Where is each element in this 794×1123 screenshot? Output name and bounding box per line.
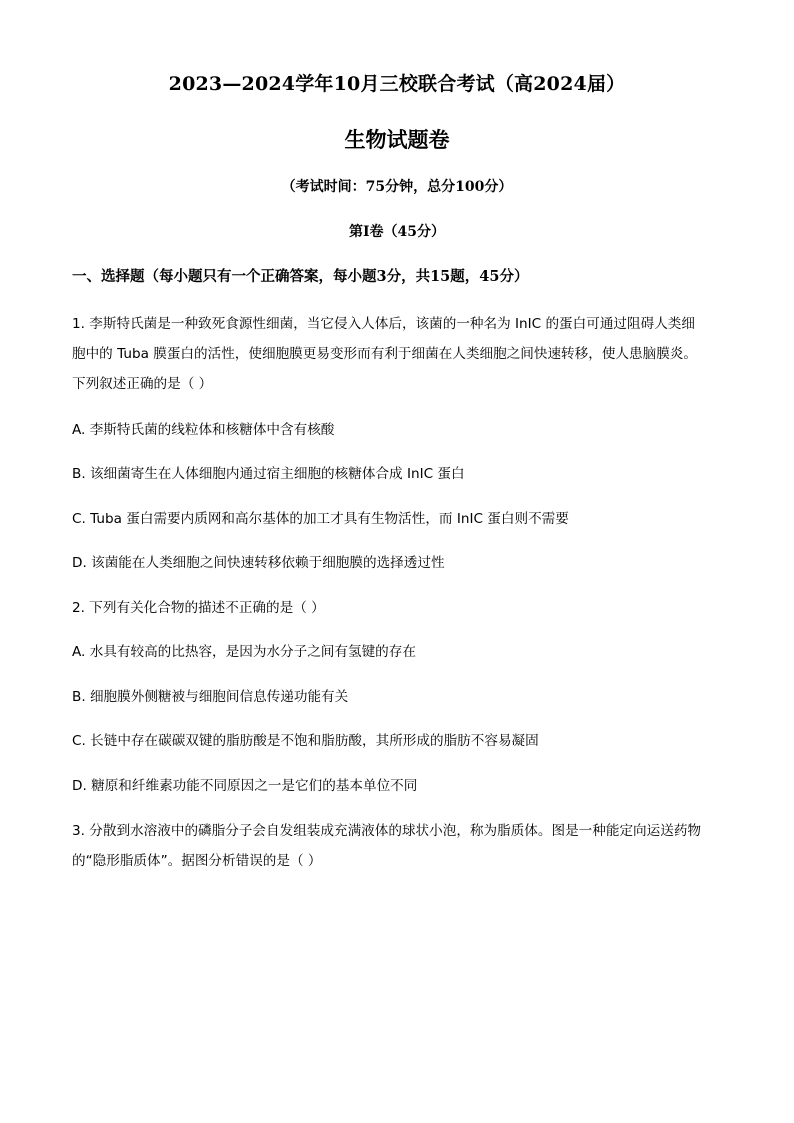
section-heading: 一、选择题（每小题只有一个正确答案，每小题3分，共15题，45分） xyxy=(72,268,529,285)
question-1-option-c: C. Tuba 蛋白需要内质网和高尔基体的加工才具有生物活性，而 InIC 蛋白则不需要 xyxy=(72,511,569,527)
question-1-option-a: A. 李斯特氏菌的线粒体和核糖体中含有核酸 xyxy=(72,422,335,438)
question-1-stem-line-1: 1. 李斯特氏菌是一种致死食源性细菌，当它侵入人体后，该菌的一种名为 InIC 的蛋白可通过阻碍人类细 xyxy=(72,316,695,332)
question-1-stem-line-3: 下列叙述正确的是（ ） xyxy=(72,376,213,392)
question-3-stem-line-2: 的“隐形脂质体”。据图分析错误的是（ ） xyxy=(72,853,322,869)
question-2-option-c: C. 长链中存在碳碳双键的脂肪酸是不饱和脂肪酸，其所形成的脂肪不容易凝固 xyxy=(72,733,539,749)
question-2-option-d: D. 糖原和纤维素功能不同原因之一是它们的基本单位不同 xyxy=(72,778,418,794)
question-1-stem-line-2: 胞中的 Tuba 膜蛋白的活性，使细胞膜更易变形而有利于细菌在人类细胞之间快速转移，使人患脑膜炎。 xyxy=(72,346,697,362)
question-1-option-d: D. 该菌能在人类细胞之间快速转移依赖于细胞膜的选择透过性 xyxy=(72,555,445,571)
exam-info: （考试时间：75分钟，总分100分） xyxy=(281,179,513,195)
question-1-option-b: B. 该细菌寄生在人体细胞内通过宿主细胞的核糖体合成 InIC 蛋白 xyxy=(72,466,465,482)
question-2-stem-line-1: 2. 下列有关化合物的描述不正确的是（ ） xyxy=(72,600,325,616)
exam-subtitle: 生物试题卷 xyxy=(344,127,450,152)
question-2-option-a: A. 水具有较高的比热容，是因为水分子之间有氢键的存在 xyxy=(72,644,416,660)
question-3-stem-line-1: 3. 分散到水溶液中的磷脂分子会自发组装成充满液体的球状小泡，称为脂质体。图是一种能定向运送药物 xyxy=(72,823,702,839)
volume-heading: 第I卷（45分） xyxy=(348,224,446,240)
exam-title: 2023—2024学年10月三校联合考试（高2024届） xyxy=(168,73,626,95)
question-2-option-b: B. 细胞膜外侧糖被与细胞间信息传递功能有关 xyxy=(72,689,349,705)
